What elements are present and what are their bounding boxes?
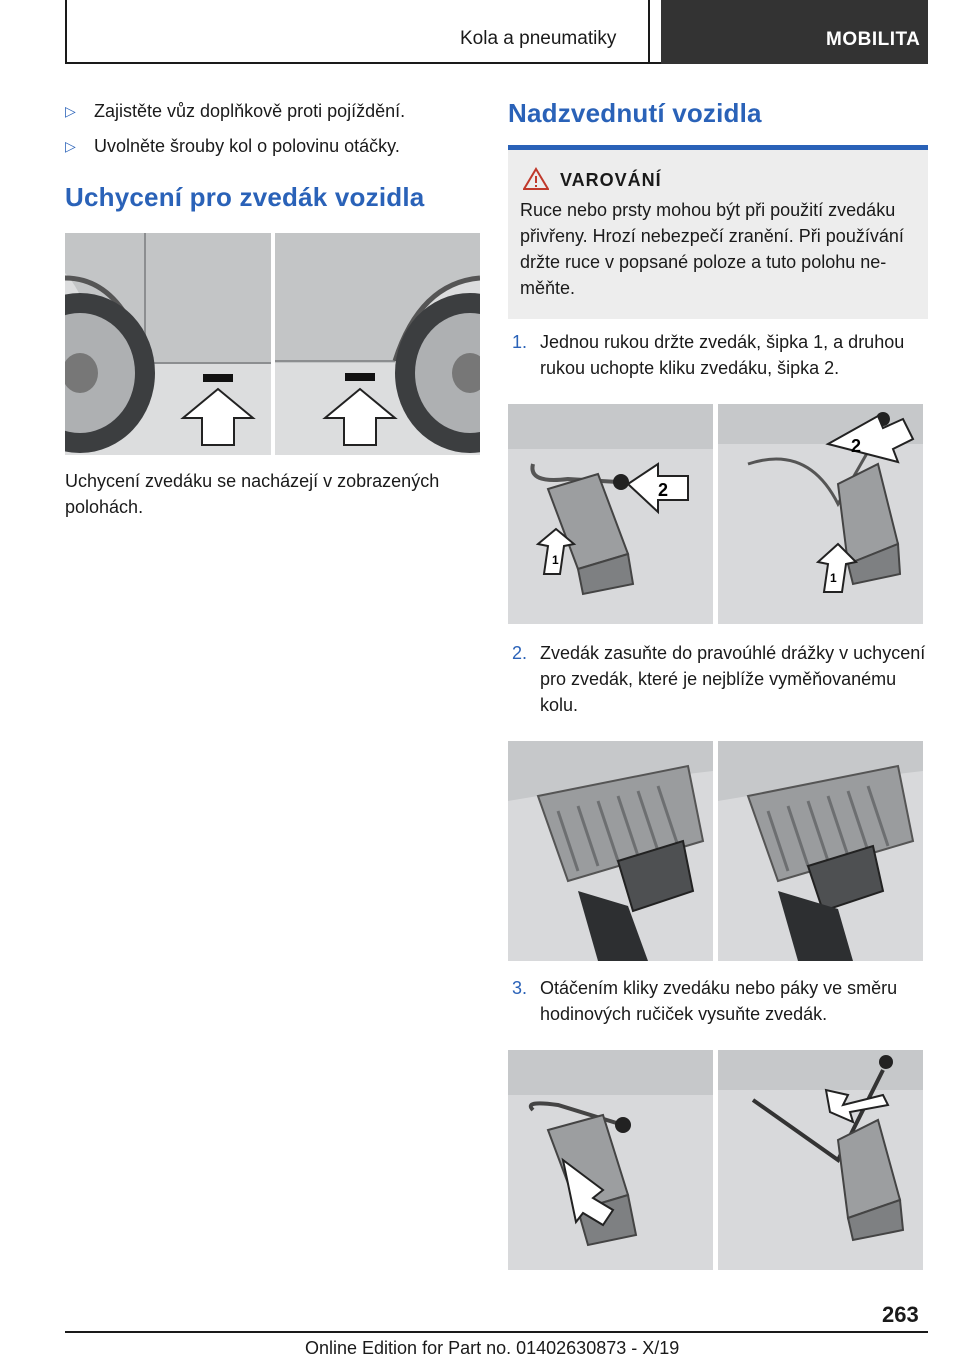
step-number: 1.	[512, 332, 528, 352]
section-title: Kola a pneumatiky	[460, 28, 617, 49]
chapter-tab	[661, 0, 928, 64]
triangle-bullet-icon: ▷	[65, 103, 76, 119]
step-item	[508, 975, 928, 1027]
figure-caption: Uchycení zvedáku se nacházejí v zobrazených polohách.	[65, 471, 440, 517]
section-heading-lifting: Nadzvednutí vozidla	[508, 98, 762, 128]
jack-cranking-figure	[508, 1050, 923, 1270]
step-text: Jednou rukou držte zvedák, šipka 1, a druhou rukou uchopte kliku zvedáku, šipka 2.	[540, 332, 905, 378]
bullet-text: Uvolněte šrouby kol o polovinu otáčky.	[94, 136, 400, 156]
header-divider	[65, 0, 67, 64]
list-item	[65, 133, 480, 159]
left-column	[65, 98, 480, 520]
warning-box	[508, 145, 928, 319]
warning-text: Ruce nebo prsty mohou být při použití zvedáku přivřeny. Hrozí nebezpečí zranění. Při používání držte ruce v popsané poloze a tuto polohu neměňte.	[520, 200, 904, 298]
step-item	[508, 640, 928, 718]
section-heading-jack-points: Uchycení pro zvedák vozidla	[65, 182, 425, 212]
page-header	[65, 0, 928, 64]
step-number: 3.	[512, 978, 528, 998]
chapter-title: MOBILITA	[826, 29, 921, 50]
page-number: 263	[882, 1302, 919, 1327]
step-text: Zvedák zasuňte do pravoúhlé drážky v uchycení pro zvedák, které je nejblíže vyměňovanému kolu.	[540, 643, 926, 715]
arrow-label: 1	[552, 553, 559, 567]
step-number: 2.	[512, 643, 528, 663]
bullet-text: Zajistěte vůz doplňkově proti pojíždění.	[94, 101, 406, 121]
right-column	[508, 98, 928, 1270]
arrow-label: 2	[851, 436, 862, 456]
footer-divider	[65, 1331, 928, 1333]
warning-title-row	[560, 170, 916, 191]
header-underline	[65, 62, 663, 64]
jack-handling-figure	[508, 404, 923, 624]
edition-info: Online Edition for Part no. 01402630873 - X/19	[305, 1338, 680, 1358]
list-item	[65, 98, 480, 124]
jack-insertion-figure	[508, 741, 923, 961]
warning-triangle-icon	[523, 167, 549, 196]
step-text: Otáčením kliky zvedáku nebo páky ve směru hodinových ručiček vysuňte zvedák.	[540, 978, 898, 1024]
header-separator	[648, 0, 650, 64]
arrow-label: 1	[830, 571, 837, 585]
jack-points-figure	[65, 233, 480, 455]
arrow-label: 2	[658, 480, 669, 500]
step-item	[508, 329, 928, 381]
triangle-bullet-icon: ▷	[65, 138, 76, 154]
warning-title: VAROVÁNÍ	[560, 170, 662, 190]
